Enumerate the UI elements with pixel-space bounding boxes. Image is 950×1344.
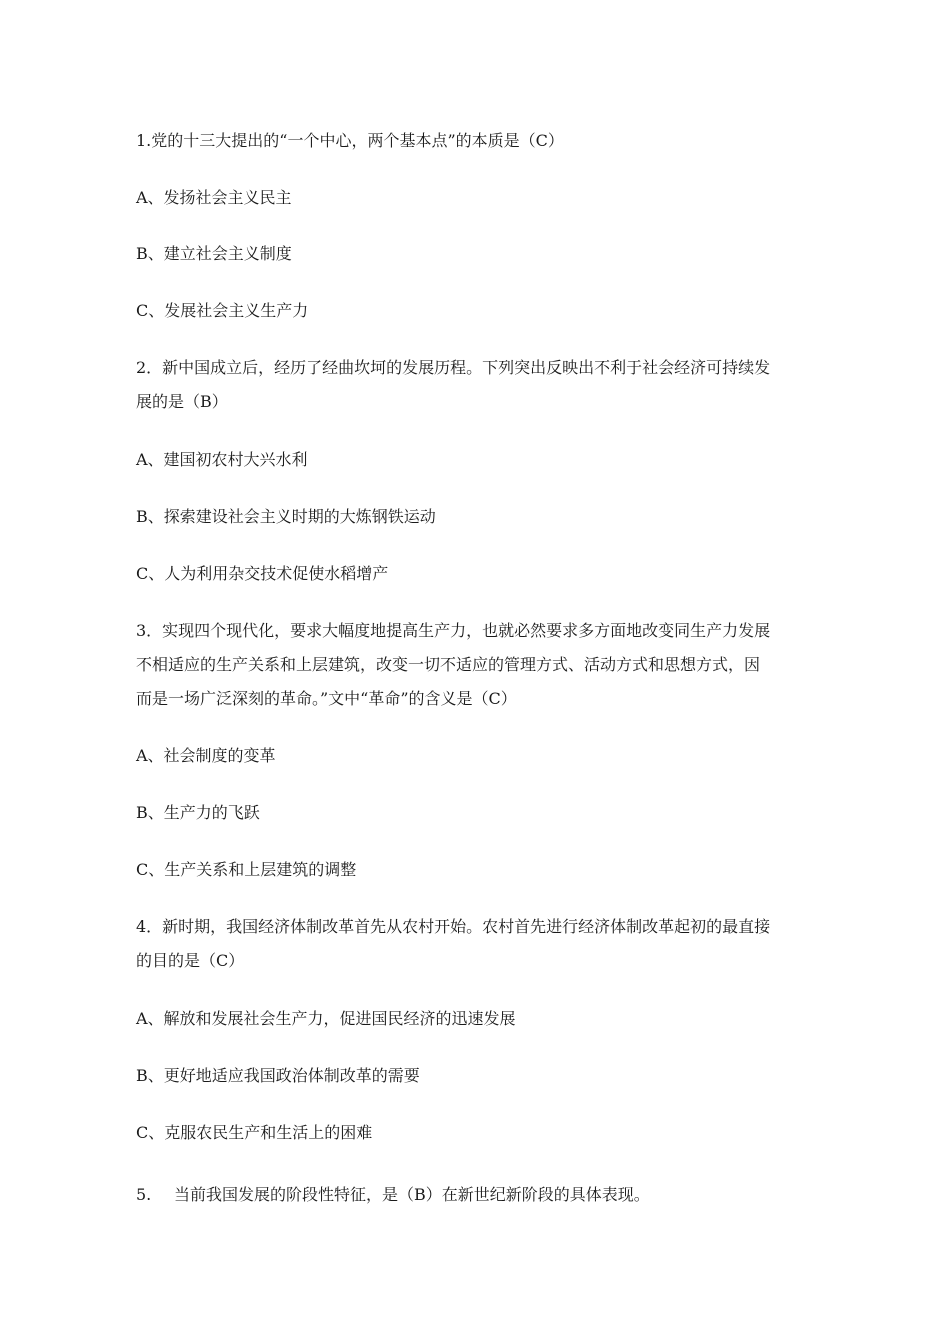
question-3-option-b: B、生产力的飞跃	[136, 803, 260, 822]
question-2-option-a: A、建国初农村大兴水利	[136, 450, 308, 469]
question-2-stem-line-2: 展的是（B）	[136, 392, 228, 411]
question-1-stem: 1.党的十三大提出的“一个中心，两个基本点”的本质是（C）	[136, 131, 564, 150]
question-2-option-b: B、探索建设社会主义时期的大炼钢铁运动	[136, 507, 436, 526]
question-1-option-a: A、发扬社会主义民主	[136, 188, 292, 207]
question-3-option-c: C、生产关系和上层建筑的调整	[136, 860, 357, 879]
question-4-option-c: C、克服农民生产和生活上的困难	[136, 1123, 373, 1142]
question-5-text: 当前我国发展的阶段性特征，是（B）在新世纪新阶段的具体表现。	[174, 1185, 650, 1204]
question-2-option-c: C、人为利用杂交技术促使水稻增产	[136, 564, 389, 583]
question-5-number: 5.	[136, 1185, 152, 1204]
question-4-option-a: A、解放和发展社会生产力，促进国民经济的迅速发展	[136, 1009, 516, 1028]
question-1-option-b: B、建立社会主义制度	[136, 244, 292, 263]
question-1-option-c: C、发展社会主义生产力	[136, 301, 309, 320]
question-4-stem-line-1: 4．新时期，我国经济体制改革首先从农村开始。农村首先进行经济体制改革起初的最直接	[136, 917, 771, 936]
question-4-stem-line-2: 的目的是（C）	[136, 951, 245, 970]
question-3-stem-line-2: 不相适应的生产关系和上层建筑，改变一切不适应的管理方式、活动方式和思想方式，因	[136, 655, 761, 674]
question-5-stem	[136, 1181, 826, 1209]
question-4-option-b: B、更好地适应我国政治体制改革的需要	[136, 1066, 420, 1085]
question-3-stem-line-3: 而是一场广泛深刻的革命。”文中“革命”的含义是（C）	[136, 689, 517, 708]
question-2-stem-line-1: 2．新中国成立后，经历了经曲坎坷的发展历程。下列突出反映出不利于社会经济可持续发	[136, 358, 771, 377]
question-3-option-a: A、社会制度的变革	[136, 746, 276, 765]
question-3-stem-line-1: 3．实现四个现代化，要求大幅度地提高生产力，也就必然要求多方面地改变同生产力发展	[136, 621, 771, 640]
